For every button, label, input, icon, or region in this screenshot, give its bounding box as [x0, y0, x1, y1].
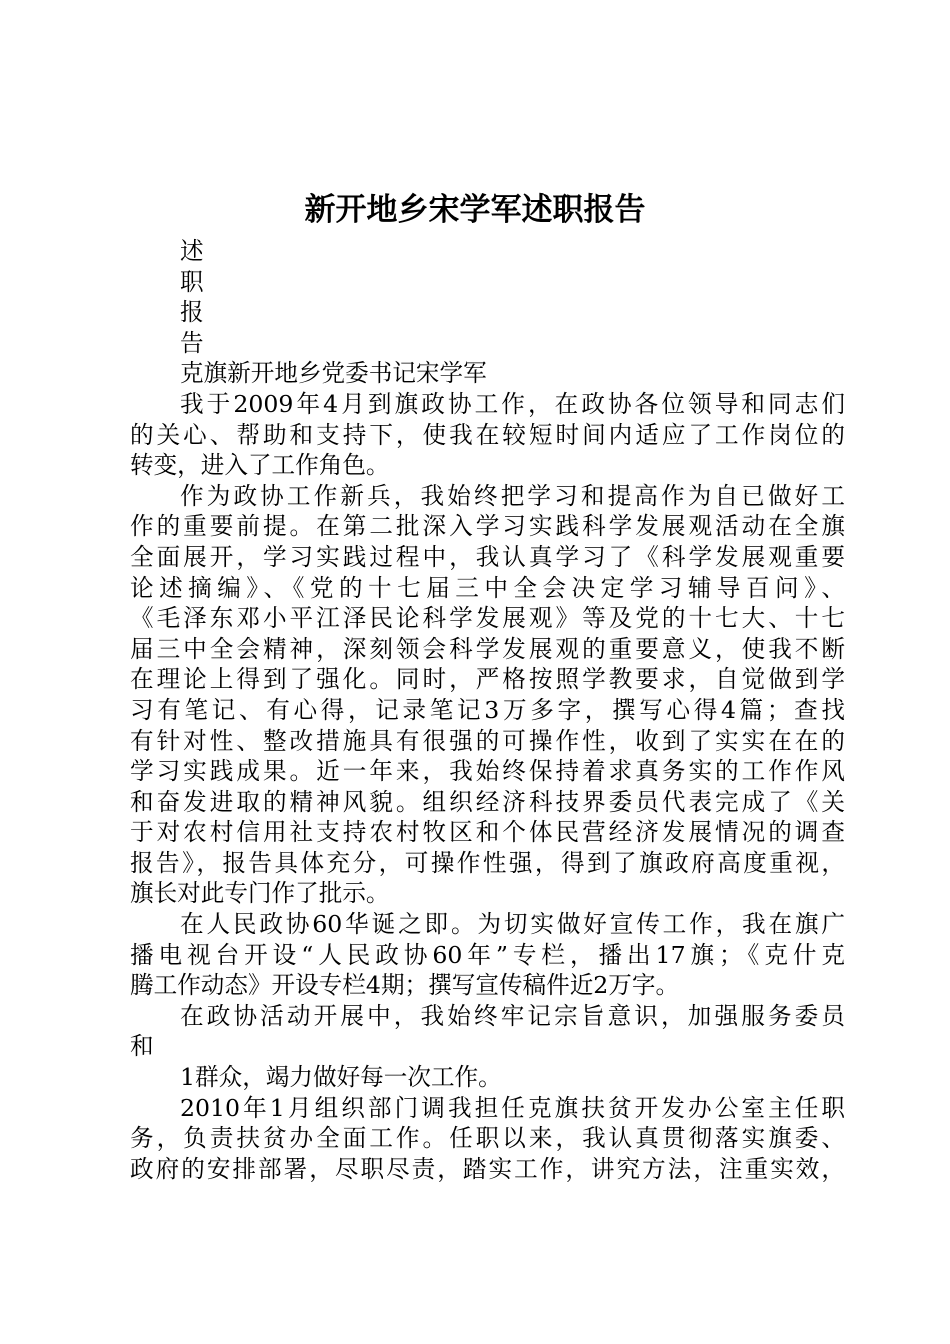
body-line: 和	[130, 1032, 154, 1061]
body-line: 的关心、帮助和支持下，使我在较短时间内适应了工作岗位的	[130, 420, 845, 449]
body-line: 学习实践成果。近一年来，我始终保持着求真务实的工作作风	[130, 757, 845, 786]
body-line: 1群众，竭力做好每一次工作。	[180, 1063, 502, 1092]
body-line: 播电视台开设“人民政协60年”专栏，播出17旗；《克什克	[130, 940, 845, 969]
body-line: 《毛泽东邓小平江泽民论科学发展观》等及党的十七大、十七	[130, 604, 845, 633]
body-line: 在人民政协60华诞之即。为切实做好宣传工作，我在旗广	[180, 910, 845, 939]
body-line: 告	[180, 328, 204, 357]
document-body	[130, 236, 845, 1184]
body-line: 职	[180, 267, 204, 296]
body-line: 2010年1月组织部门调我担任克旗扶贫开发办公室主任职	[180, 1093, 845, 1122]
body-line: 在理论上得到了强化。同时，严格按照学教要求，自觉做到学	[130, 665, 845, 694]
body-line: 和奋发进取的精神风貌。组织经济科技界委员代表完成了《关	[130, 787, 845, 816]
body-line: 在政协活动开展中，我始终牢记宗旨意识，加强服务委员	[180, 1001, 845, 1030]
body-line: 务，负责扶贫办全面工作。任职以来，我认真贯彻落实旗委、	[130, 1124, 845, 1153]
body-line: 论述摘编》、《党的十七届三中全会决定学习辅导百问》、	[130, 573, 845, 602]
body-line: 报	[180, 298, 204, 327]
body-line: 于对农村信用社支持农村牧区和个体民营经济发展情况的调查	[130, 818, 845, 847]
body-line: 克旗新开地乡党委书记宋学军	[180, 359, 487, 388]
body-line: 旗长对此专门作了批示。	[130, 879, 390, 908]
body-line: 作为政协工作新兵，我始终把学习和提高作为自已做好工	[180, 481, 845, 510]
body-line: 习有笔记、有心得，记录笔记3万多字，撰写心得4篇；查找	[130, 695, 845, 724]
body-line: 转变，进入了工作角色。	[130, 451, 390, 480]
body-line: 述	[180, 237, 204, 265]
body-line: 腾工作动态》开设专栏4期；撰写宣传稿件近2万字。	[130, 971, 680, 1000]
document-title: 新开地乡宋学军述职报告	[304, 192, 646, 228]
body-line: 作的重要前提。在第二批深入学习实践科学发展观活动在全旗	[130, 512, 845, 541]
body-line: 有针对性、整改措施具有很强的可操作性，收到了实实在在的	[130, 726, 845, 755]
body-line: 报告》，报告具体充分，可操作性强，得到了旗政府高度重视，	[130, 848, 845, 877]
body-line: 全面展开，学习实践过程中，我认真学习了《科学发展观重要	[130, 542, 845, 571]
body-line: 政府的安排部署，尽职尽责，踏实工作，讲究方法，注重实效，	[130, 1154, 845, 1183]
body-line: 届三中全会精神，深刻领会科学发展观的重要意义，使我不断	[130, 634, 845, 663]
body-line: 我于2009年4月到旗政协工作，在政协各位领导和同志们	[180, 389, 845, 418]
